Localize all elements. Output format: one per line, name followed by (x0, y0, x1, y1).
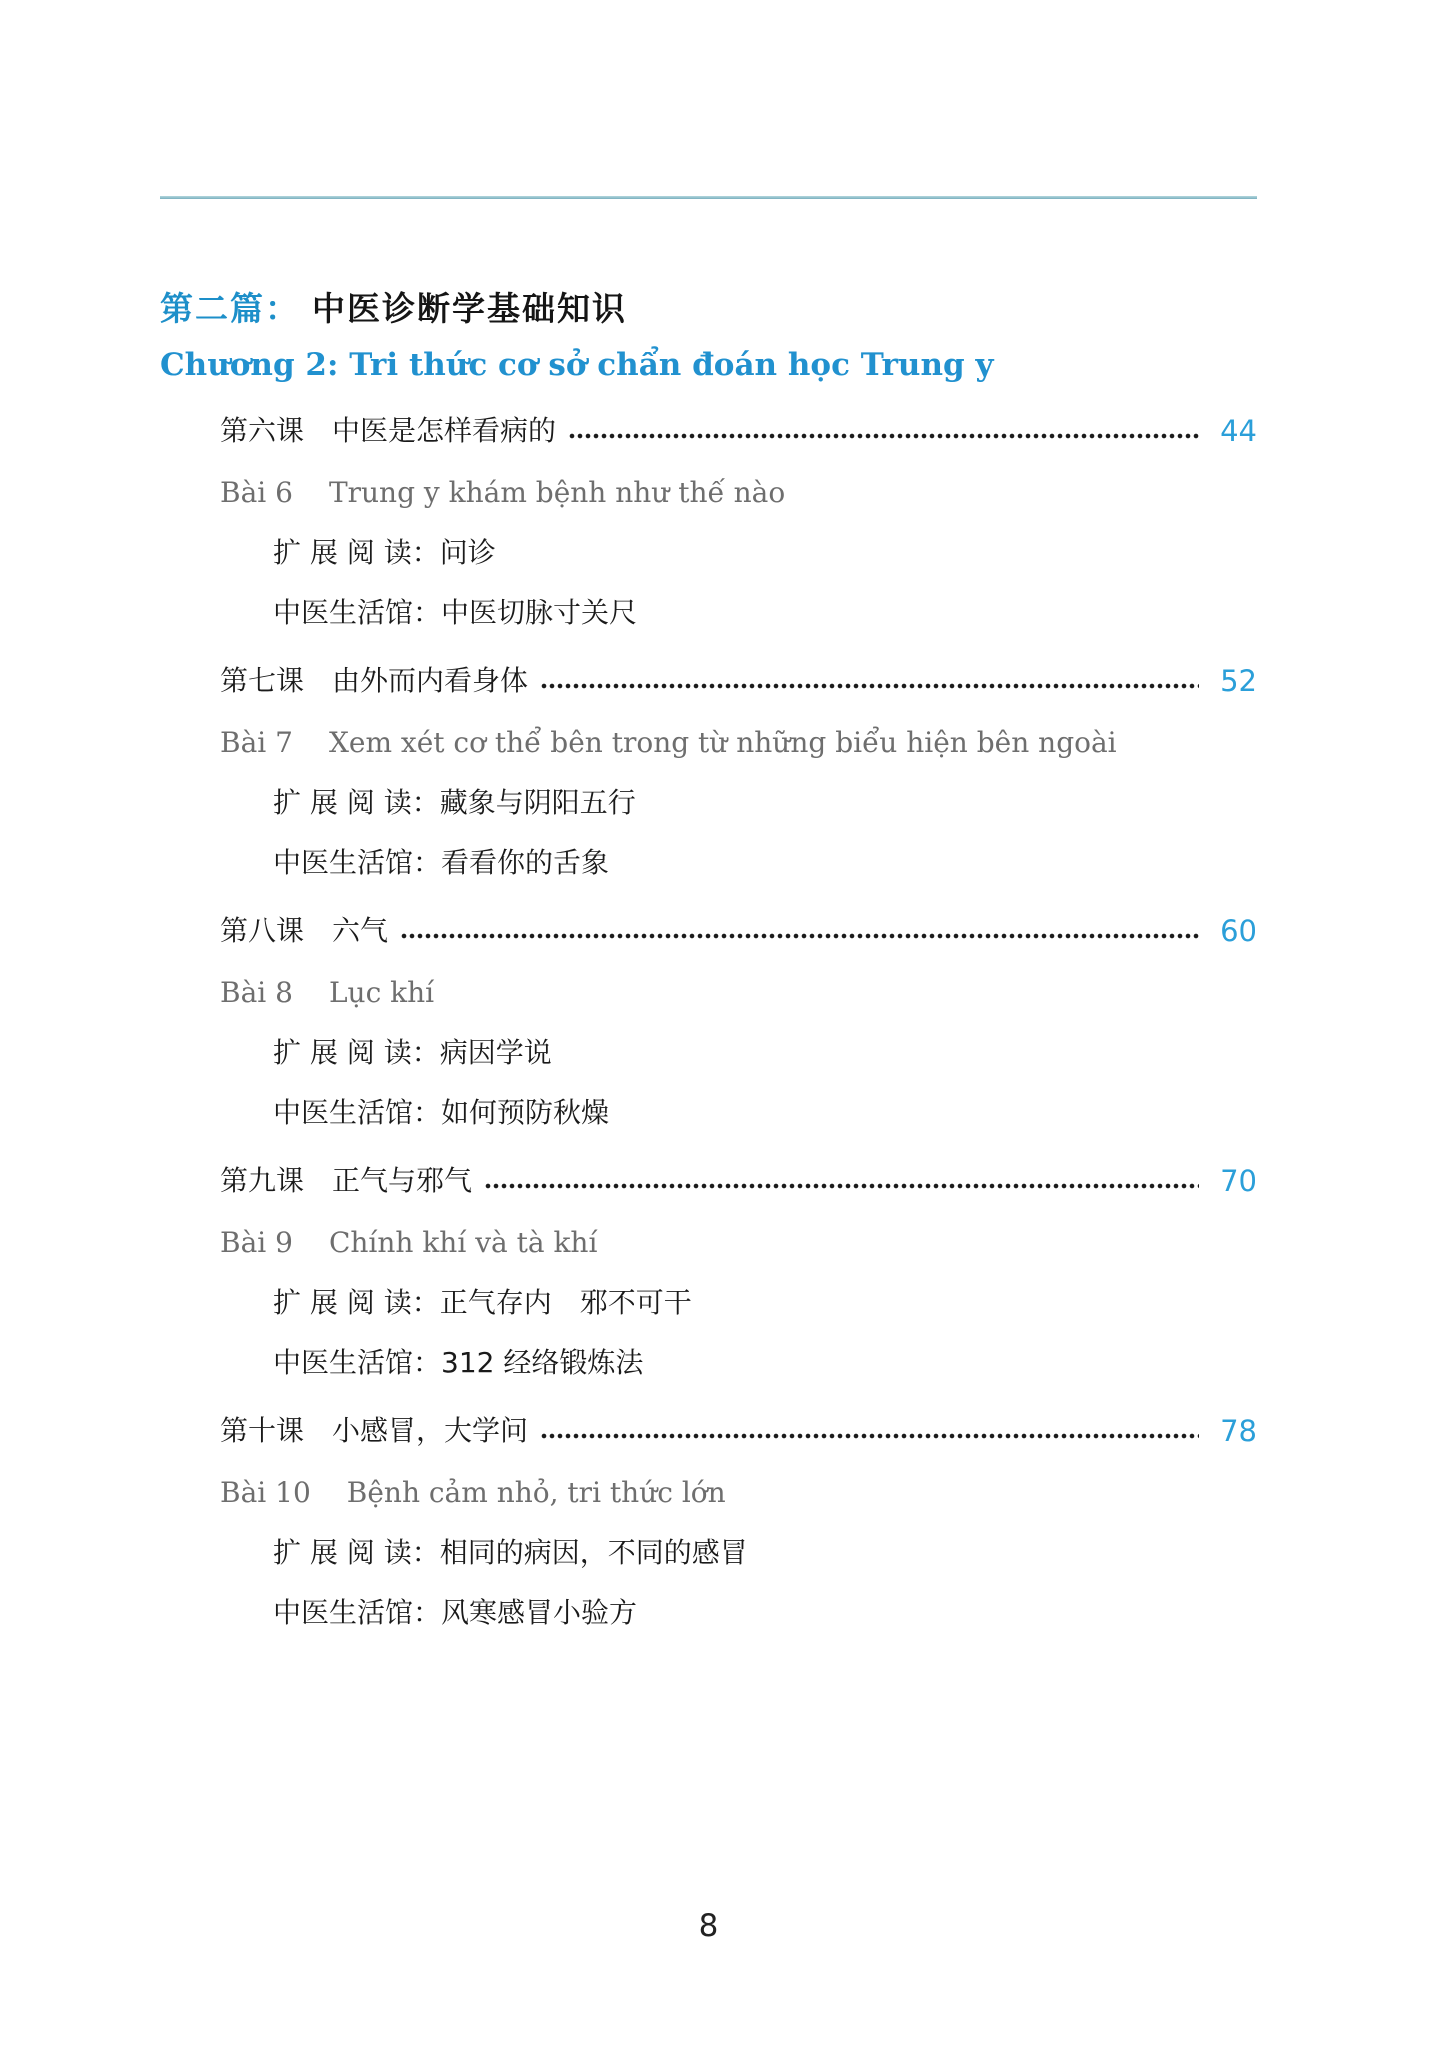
lesson-title-vi: Bệnh cảm nhỏ, tri thức lớn (346, 1476, 726, 1509)
lesson-number-vi: Bài 8 (220, 976, 293, 1009)
tcm-life-hall-row (220, 846, 1257, 880)
tcm-life-hall-label: 中医生活馆： (273, 1346, 442, 1379)
extended-reading-label: 扩 展 阅 读： (273, 536, 440, 569)
tcm-life-hall-title: 中医切脉寸关尺 (441, 596, 638, 629)
toc-entry (220, 914, 1257, 1130)
page-number: 44 (1220, 414, 1257, 448)
extended-reading-label: 扩 展 阅 读： (273, 1036, 440, 1069)
lesson-number-zh: 第八课 (220, 914, 305, 947)
section-title-zh (160, 288, 1257, 330)
lesson-title-zh: 六气 (332, 914, 389, 947)
lesson-number-vi: Bài 7 (220, 726, 293, 759)
lesson-number-vi: Bài 9 (220, 1226, 293, 1259)
lesson-title-zh: 由外而内看身体 (332, 664, 529, 697)
toc-entry-title-row (220, 664, 1257, 698)
toc-entry-title-row (220, 414, 1257, 448)
dot-leader (540, 683, 1199, 689)
toc-entry-vi-row (220, 976, 1257, 1010)
toc-entry (220, 664, 1257, 880)
tcm-life-hall-label: 中医生活馆： (273, 846, 442, 879)
part-number-label: 第二篇： (160, 289, 300, 328)
tcm-life-hall-title: 312 经络锻炼法 (441, 1346, 644, 1379)
page-number-footer: 8 (698, 1908, 719, 1944)
toc-entry-title-row (220, 914, 1257, 948)
lesson-title-zh: 中医是怎样看病的 (332, 414, 557, 447)
toc-list (160, 414, 1257, 1630)
toc-entry-title-row (220, 1164, 1257, 1198)
extended-reading-label: 扩 展 阅 读： (273, 1536, 440, 1569)
page-number: 78 (1220, 1414, 1257, 1448)
dot-leader (568, 433, 1199, 439)
toc-entry-vi-row (220, 476, 1257, 510)
extended-reading-row (220, 786, 1257, 820)
extended-reading-title: 病因学说 (439, 1036, 552, 1069)
extended-reading-label: 扩 展 阅 读： (273, 786, 440, 819)
lesson-title-vi: Trung y khám bệnh như thế nào (328, 476, 786, 509)
tcm-life-hall-row (220, 1096, 1257, 1130)
page-number: 52 (1220, 664, 1257, 698)
tcm-life-hall-title: 风寒感冒小验方 (441, 1596, 638, 1629)
toc-page-content (160, 288, 1257, 1664)
tcm-life-hall-row (220, 1346, 1257, 1380)
dot-leader (540, 1433, 1199, 1439)
toc-entry-title-row (220, 1414, 1257, 1448)
tcm-life-hall-label: 中医生活馆： (273, 1596, 442, 1629)
tcm-life-hall-label: 中医生活馆： (273, 1096, 442, 1129)
toc-entry-vi-row (220, 1476, 1257, 1510)
tcm-life-hall-row (220, 596, 1257, 630)
lesson-number-vi: Bài 6 (220, 476, 293, 509)
dot-leader (400, 933, 1199, 939)
extended-reading-title: 藏象与阴阳五行 (439, 786, 636, 819)
extended-reading-row (220, 1536, 1257, 1570)
lesson-title-zh: 小感冒，大学问 (332, 1414, 529, 1447)
tcm-life-hall-row (220, 1596, 1257, 1630)
extended-reading-title: 相同的病因，不同的感冒 (439, 1536, 748, 1569)
lesson-number-zh: 第六课 (220, 414, 305, 447)
toc-entry (220, 1164, 1257, 1380)
header-rule (160, 196, 1257, 199)
toc-entry-vi-row (220, 726, 1257, 760)
extended-reading-title: 问诊 (439, 536, 496, 569)
extended-reading-label: 扩 展 阅 读： (273, 1286, 440, 1319)
extended-reading-row (220, 536, 1257, 570)
extended-reading-title: 正气存内 邪不可干 (439, 1286, 692, 1319)
tcm-life-hall-title: 看看你的舌象 (441, 846, 610, 879)
lesson-number-zh: 第十课 (220, 1414, 305, 1447)
lesson-number-zh: 第九课 (220, 1164, 305, 1197)
extended-reading-row (220, 1036, 1257, 1070)
tcm-life-hall-title: 如何预防秋燥 (441, 1096, 610, 1129)
toc-entry (220, 1414, 1257, 1630)
tcm-life-hall-label: 中医生活馆： (273, 596, 442, 629)
section-title-text: 中医诊断学基础知识 (312, 289, 627, 328)
lesson-title-zh: 正气与邪气 (332, 1164, 473, 1197)
lesson-title-vi: Lục khí (328, 976, 435, 1009)
page-number: 70 (1220, 1164, 1257, 1198)
dot-leader (484, 1183, 1199, 1189)
toc-entry-vi-row (220, 1226, 1257, 1260)
section-title-vi: Chương 2: Tri thức cơ sở chẩn đoán học Trung y (160, 347, 994, 383)
lesson-title-vi: Xem xét cơ thể bên trong từ những biểu hiện bên ngoài (328, 726, 1117, 759)
lesson-number-zh: 第七课 (220, 664, 305, 697)
lesson-number-vi: Bài 10 (220, 1476, 311, 1509)
lesson-title-vi: Chính khí và tà khí (328, 1226, 598, 1259)
extended-reading-row (220, 1286, 1257, 1320)
page-number: 60 (1220, 914, 1257, 948)
toc-entry (220, 414, 1257, 630)
